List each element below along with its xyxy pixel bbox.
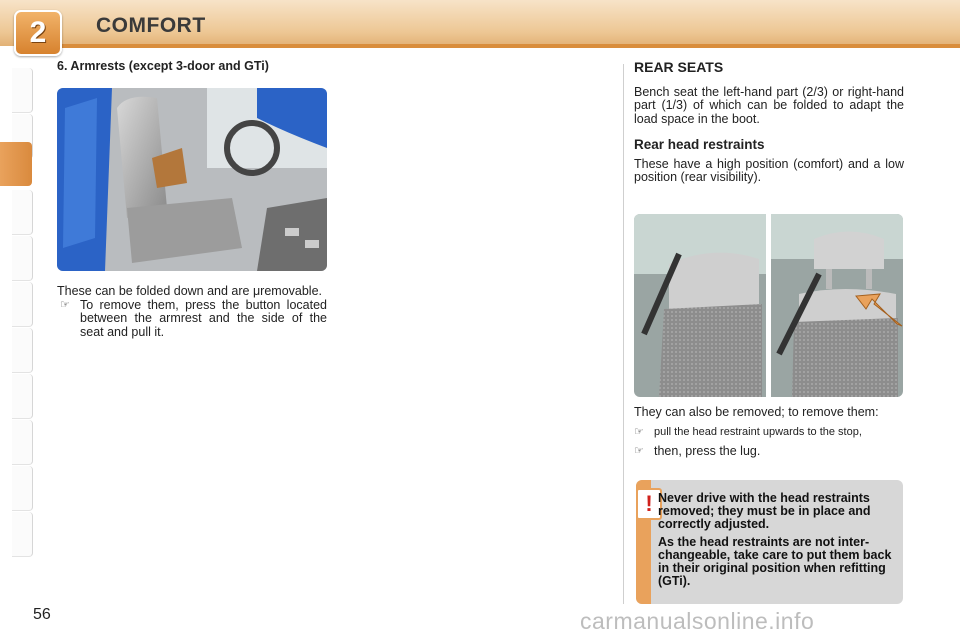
warning-line-2: As the head restraints are not inter-changeable, take care to put them back in their original position when refitting (GTi). xyxy=(658,535,892,588)
armrests-section xyxy=(57,60,327,74)
warning-box xyxy=(636,480,903,604)
chapter-tab[interactable] xyxy=(12,420,33,465)
rear-seats-section xyxy=(634,61,904,185)
armrests-bullet-text: To remove them, press the button located between the armrest and the side of the seat and pull it. xyxy=(80,297,327,339)
chapter-tab[interactable] xyxy=(12,512,33,557)
rear-seats-heading: REAR SEATS xyxy=(634,59,724,75)
chapter-tab[interactable] xyxy=(12,466,33,511)
pointing-hand-icon: ☞ xyxy=(634,425,644,438)
chapter-tabs xyxy=(0,68,34,576)
remove-intro: They can also be removed; to remove them: xyxy=(634,405,879,419)
remove-instructions xyxy=(634,406,904,459)
armrests-heading: 6. Armrests (except 3-door and GTi) xyxy=(57,59,269,73)
head-restraint-illustration xyxy=(634,214,903,397)
armrests-body xyxy=(57,285,327,339)
warning-text xyxy=(658,492,898,588)
front-seat-illustration xyxy=(57,88,327,271)
remove-step-1-text: pull the head restraint upwards to the stop, xyxy=(654,425,862,438)
chapter-tab[interactable] xyxy=(12,190,33,235)
warning-exclamation-icon: ! xyxy=(636,488,662,520)
front-armrest-photo xyxy=(57,88,327,271)
watermark: carmanualsonline.info xyxy=(580,608,815,634)
chapter-title: COMFORT xyxy=(96,14,206,37)
chapter-tab[interactable] xyxy=(12,328,33,373)
chapter-tab[interactable] xyxy=(12,282,33,327)
column-divider xyxy=(623,64,624,604)
head-restraint-positions-text: These have a high position (comfort) and a low position (rear visibility). xyxy=(634,156,904,184)
chapter-tab[interactable] xyxy=(12,68,33,113)
armrests-bullet xyxy=(60,299,327,340)
chapter-number-badge: 2 xyxy=(14,10,62,56)
rear-head-restraints-heading: Rear head restraints xyxy=(634,137,765,152)
warning-line-1: Never drive with the head restraints removed; they must be in place and correctly adjusted. xyxy=(658,491,871,531)
remove-step-2 xyxy=(634,445,904,459)
chapter-tab[interactable] xyxy=(12,236,33,281)
pointing-hand-icon: ☞ xyxy=(634,445,644,457)
remove-step-1 xyxy=(634,426,904,440)
head-restraint-photo xyxy=(634,214,903,397)
remove-step-2-text: then, press the lug. xyxy=(654,444,761,458)
page-number: 56 xyxy=(33,606,51,623)
header-underline xyxy=(60,44,960,48)
armrests-intro: These can be folded down and are μremovable. xyxy=(57,284,323,298)
chapter-tab[interactable] xyxy=(12,374,33,419)
pointing-hand-icon: ☞ xyxy=(60,298,70,311)
rear-seats-intro: Bench seat the left-hand part (2/3) or right-hand part (1/3) of which can be folded to adapt the load space in the boot. xyxy=(634,84,904,126)
chapter-tab-active[interactable] xyxy=(0,142,32,186)
